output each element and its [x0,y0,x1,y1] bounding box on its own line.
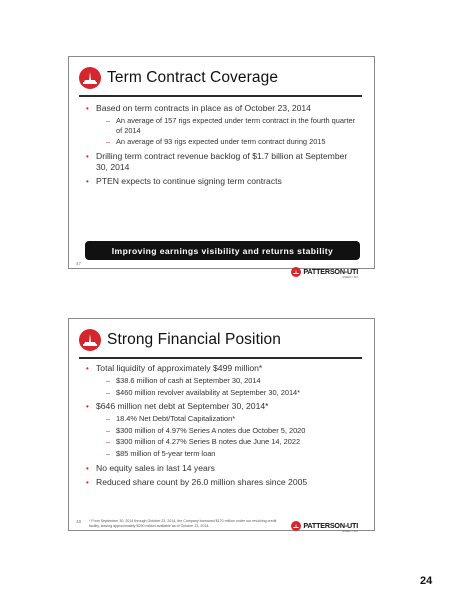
document-page-number: 24 [420,575,433,587]
bullet-item [86,103,360,147]
bullet-text: $646 million net debt at September 30, 2014* [96,401,269,412]
slide-header [79,328,281,352]
bullet-dot-icon: • [86,104,89,113]
bullet-text: Drilling term contract revenue backlog of $1.7 billion at September 30, 2014 [96,150,348,172]
brand-name: PATTERSON-UTI [303,521,358,531]
highlight-banner: Improving earnings visibility and returns stability [85,241,360,260]
bullet-dot-icon: • [86,463,89,473]
slide-title: Term Contract Coverage [107,69,279,86]
bullet-item [86,176,360,187]
slide-page-number: 48 [76,519,82,524]
sub-bullet-text: $460 million revolver availability at September 30, 2014* [116,387,301,397]
sub-bullet-item [96,388,360,398]
bullet-dot-icon: • [86,477,89,487]
dash-icon: – [106,376,111,385]
brand-footer [291,521,358,531]
dash-icon: – [106,116,111,125]
bullet-item [86,151,360,173]
dash-icon: – [106,437,111,447]
brand-tagline: ENERGY INC [342,276,358,279]
dash-icon: – [106,387,111,397]
bullet-dot-icon: • [86,364,89,373]
sub-bullet-text: $300 million of 4.97% Series A notes due October 5, 2020 [116,425,306,435]
brand-name: PATTERSON-UTI [303,267,358,277]
title-divider [79,95,362,97]
sub-bullet-list [96,116,360,147]
bullet-dot-icon: • [86,151,89,161]
footnote: * From September 30, 2014 through October 23, 2014, the Company borrowed $170 million under our revolving credit facility, leaving approximately $290 million available as of October 23, 2014. [89,519,277,528]
sub-bullet-text: $85 million of 5-year term loan [116,448,216,458]
slide-term-contract-coverage [68,56,375,279]
bullet-dot-icon: • [86,176,89,186]
bullet-text: No equity sales in last 14 years [96,462,215,473]
sub-bullet-item [96,437,360,447]
sub-bullet-text: $300 million of 4.27% Series B notes due June 14, 2022 [116,437,301,447]
dash-icon: – [106,414,111,424]
patterson-logo-icon [291,521,301,531]
bullet-item [86,363,360,397]
bullet-text: Reduced share count by 26.0 million shares since 2005 [96,476,308,487]
slide-title: Strong Financial Position [107,331,281,348]
slide-header [79,66,278,90]
bullet-text: Total liquidity of approximately $499 million* [96,363,263,373]
dash-icon: – [106,137,111,147]
sub-bullet-text: An average of 93 rigs expected under term contract during 2015 [116,137,326,147]
sub-bullet-item [96,116,360,135]
brand-footer [291,267,358,277]
sub-bullet-item [96,376,360,386]
bullet-item [86,401,360,458]
patterson-logo-icon [79,67,101,89]
bullet-dot-icon: • [86,402,89,412]
title-divider [79,357,362,359]
bullet-text: PTEN expects to continue signing term contracts [96,175,282,186]
bullet-item [86,477,360,488]
dash-icon: – [106,425,111,435]
sub-bullet-text: An average of 157 rigs expected under term contract in the fourth quarter of 2014 [116,116,356,135]
bullet-item [86,463,360,474]
patterson-logo-icon [291,267,301,277]
brand-tagline: ENERGY INC [342,530,358,533]
sub-bullet-item [96,426,360,436]
sub-bullet-text: 18.4% Net Debt/Total Capitalization* [116,414,236,424]
bullet-list [86,363,360,491]
slide-strong-financial-position [68,318,375,531]
patterson-logo-icon [79,329,101,351]
sub-bullet-list [96,376,360,397]
sub-bullet-text: $38.6 million of cash at September 30, 2014 [116,376,261,385]
sub-bullet-item [96,414,360,424]
slide-page-number: 47 [76,261,82,266]
bullet-text: Based on term contracts in place as of October 23, 2014 [96,103,311,113]
dash-icon: – [106,448,111,458]
sub-bullet-item [96,449,360,459]
sub-bullet-list [96,414,360,458]
sub-bullet-item [96,137,360,147]
bullet-list [86,103,360,190]
